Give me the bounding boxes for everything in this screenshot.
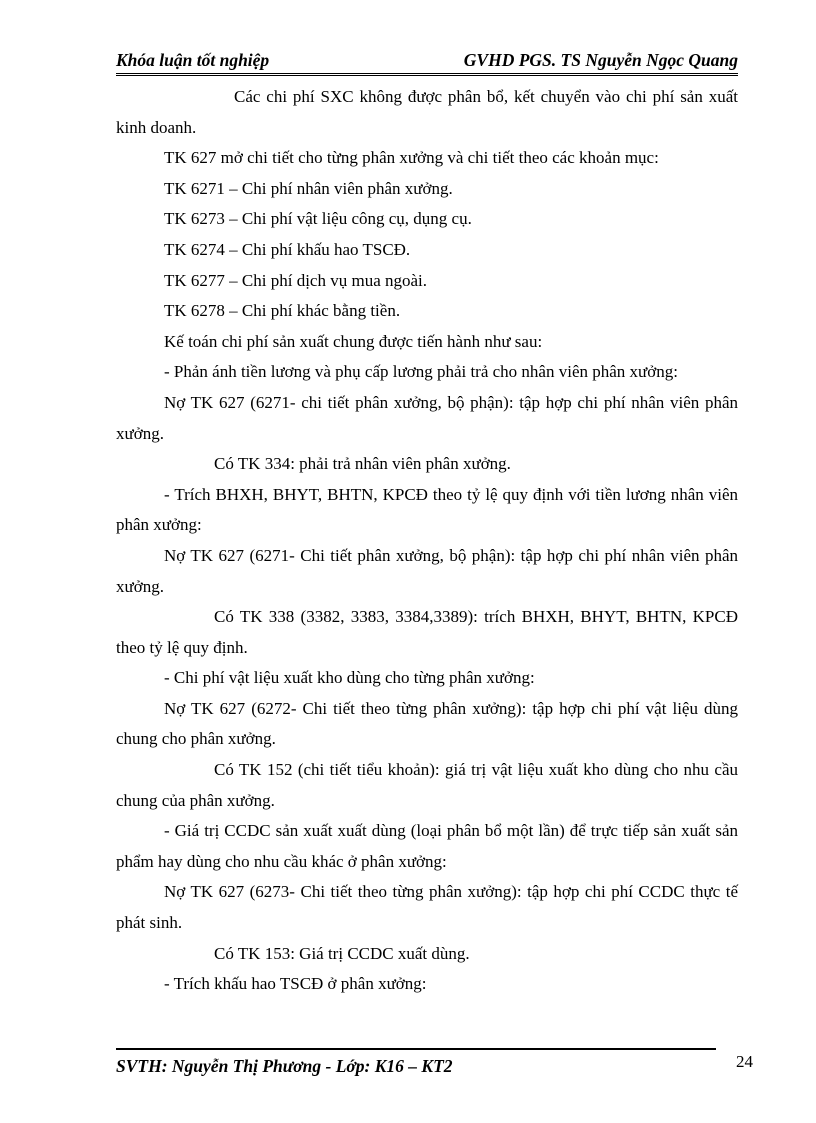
header-thesis-title: Khóa luận tốt nghiệp: [116, 50, 270, 70]
paragraph: Có TK 338 (3382, 3383, 3384,3389): trích BHXH, BHYT, BHTN, KPCĐ theo tỷ lệ quy định.: [116, 607, 738, 657]
header-advisor: GVHD PGS. TS Nguyễn Ngọc Quang: [463, 50, 738, 70]
paragraph: TK 627 mở chi tiết cho từng phân xưởng và chi tiết theo các khoản mục:: [164, 148, 659, 168]
page-number: 24: [736, 1052, 753, 1071]
paragraph: - Phản ánh tiền lương và phụ cấp lương phải trả cho nhân viên phân xưởng:: [164, 362, 678, 382]
paragraph: TK 6274 – Chi phí khấu hao TSCĐ.: [164, 239, 411, 259]
paragraph: - Chi phí vật liệu xuất kho dùng cho từng phân xưởng:: [164, 668, 535, 688]
paragraph: - Trích BHXH, BHYT, BHTN, KPCĐ theo tỷ lệ quy định với tiền lương nhân viên phân xưởng:: [116, 484, 738, 535]
paragraph: Nợ TK 627 (6271- chi tiết phân xưởng, bộ phận): tập hợp chi phí nhân viên phân xưởng.: [116, 392, 738, 443]
page-header: [116, 48, 738, 74]
paragraph: TK 6271 – Chi phí nhân viên phân xưởng.: [164, 178, 453, 198]
footer-divider: [116, 1048, 716, 1050]
footer-student-info: SVTH: Nguyễn Thị Phương - Lớp: K16 – KT2: [116, 1056, 453, 1076]
paragraph: TK 6277 – Chi phí dịch vụ mua ngoài.: [164, 270, 428, 290]
paragraph: Nợ TK 627 (6272- Chi tiết theo từng phân xưởng): tập hợp chi phí vật liệu dùng chung cho phân xưởng.: [116, 698, 738, 749]
paragraph: Có TK 152 (chi tiết tiểu khoản): giá trị vật liệu xuất kho dùng cho nhu cầu chung của phân xưởng.: [116, 760, 738, 810]
paragraph: Nợ TK 627 (6273- Chi tiết theo từng phân xưởng): tập hợp chi phí CCDC thực tế phát sinh.: [116, 882, 738, 933]
paragraph: Kế toán chi phí sản xuất chung được tiến hành như sau:: [164, 331, 543, 351]
paragraph: TK 6278 – Chi phí khác bằng tiền.: [164, 301, 401, 321]
paragraph: - Giá trị CCDC sản xuất xuất dùng (loại phân bổ một lần) để trực tiếp sản xuất sản phẩm hay dùng cho nhu cầu khác ở phân xưởng:: [116, 821, 738, 871]
page-body: [116, 82, 738, 1000]
paragraph: Các chi phí SXC không được phân bổ, kết chuyển vào chi phí sản xuất kinh doanh.: [116, 87, 738, 137]
paragraph: TK 6273 – Chi phí vật liệu công cụ, dụng cụ.: [164, 209, 472, 229]
paragraph: - Trích khấu hao TSCĐ ở phân xưởng:: [164, 974, 427, 994]
paragraph: Nợ TK 627 (6271- Chi tiết phân xưởng, bộ phận): tập hợp chi phí nhân viên phân xưởng.: [116, 545, 738, 596]
header-divider: [116, 73, 738, 76]
paragraph: Có TK 153: Giá trị CCDC xuất dùng.: [214, 943, 470, 963]
paragraph: Có TK 334: phải trả nhân viên phân xưởng.: [214, 454, 511, 474]
